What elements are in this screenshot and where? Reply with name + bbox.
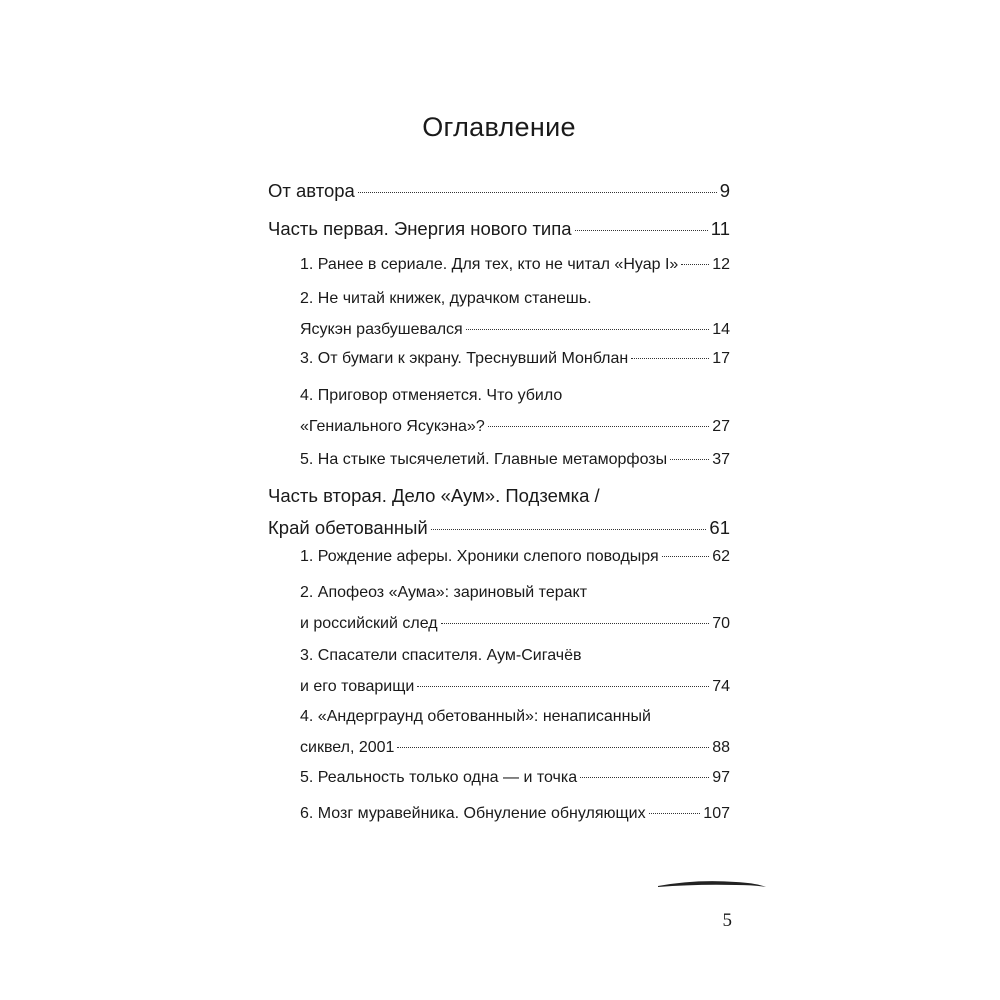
toc-entry-title-line1: 3. Спасатели спасителя. Аум-Сигачёв: [300, 647, 582, 664]
dot-leader: [441, 623, 710, 624]
dot-leader: [670, 459, 709, 460]
toc-entry-page: 14: [712, 321, 730, 338]
toc-entry-page: 17: [712, 350, 730, 367]
toc-entry-title: «Гениального Ясукэна»?: [300, 418, 485, 435]
toc-entry-page: 27: [712, 418, 730, 435]
toc-entry[interactable]: [268, 584, 730, 633]
toc-entry-title: Ясукэн разбушевался: [300, 321, 463, 338]
toc-entry[interactable]: [268, 387, 730, 436]
toc-entry-title: 3. От бумаги к экрану. Треснувший Монблан: [300, 350, 629, 367]
toc-entry[interactable]: [268, 647, 730, 696]
toc-entry-title-line1: 4. «Андерграунд обетованный»: ненаписанный: [300, 708, 651, 725]
dot-leader: [631, 358, 709, 359]
toc-entry-page: 88: [712, 739, 730, 756]
toc-entry[interactable]: [268, 180, 730, 202]
toc-entry[interactable]: [268, 350, 730, 368]
dot-leader: [466, 329, 709, 330]
toc-entry-page: 61: [709, 517, 730, 538]
toc-entry-title-line1: 2. Не читай книжек, дурачком станешь.: [300, 290, 592, 307]
toc-entry[interactable]: [268, 451, 730, 469]
dot-leader: [397, 747, 709, 748]
toc-entry-page: 11: [710, 218, 730, 239]
toc-entry-title: 1. Рождение аферы. Хроники слепого поводыря: [300, 548, 659, 565]
toc-entry[interactable]: [268, 708, 730, 757]
toc-entry[interactable]: [268, 485, 730, 539]
toc-entry-title-line1: Часть вторая. Дело «Аум». Подземка /: [268, 485, 600, 506]
toc-entry-page: 74: [712, 678, 730, 695]
toc-entry-title-line1: 4. Приговор отменяется. Что убило: [300, 387, 563, 404]
toc-entry-page: 37: [712, 451, 730, 468]
toc-entry-page: 70: [712, 615, 730, 632]
toc-entry-title: и российский след: [300, 615, 438, 632]
dot-leader: [417, 686, 709, 687]
toc-entry[interactable]: [268, 548, 730, 566]
toc-entry-title: Часть первая. Энергия нового типа: [268, 218, 572, 239]
toc-entry[interactable]: [268, 769, 730, 787]
toc-entry-title: 5. На стыке тысячелетий. Главные метаморфозы: [300, 451, 668, 468]
toc-entry-page: 62: [712, 548, 730, 565]
toc-entry[interactable]: [268, 805, 730, 823]
page-number: 5: [722, 910, 732, 931]
dot-leader: [431, 529, 707, 530]
toc-entry-title: и его товарищи: [300, 678, 415, 695]
page-title: Оглавление: [422, 112, 576, 142]
toc-entry[interactable]: [268, 218, 730, 240]
toc-entry-title: сиквел, 2001: [300, 739, 395, 756]
toc-entry-title: От автора: [268, 180, 355, 201]
toc-entry[interactable]: [268, 256, 730, 274]
toc-entry-title: 6. Мозг муравейника. Обнуление обнуляющих: [300, 805, 646, 822]
dot-leader: [662, 556, 710, 557]
toc-entry[interactable]: [268, 290, 730, 339]
toc-entry-title: 5. Реальность только одна — и точка: [300, 769, 578, 786]
dot-leader: [649, 813, 701, 814]
toc-entry-page: 12: [712, 256, 730, 273]
toc-entry-title-line1: 2. Апофеоз «Аума»: зариновый теракт: [300, 584, 588, 601]
dot-leader: [575, 230, 708, 231]
decorative-swash: [656, 876, 768, 894]
toc-entry-page: 97: [712, 769, 730, 786]
dot-leader: [580, 777, 709, 778]
dot-leader: [681, 264, 709, 265]
toc-entry-page: 9: [719, 180, 730, 201]
toc-entry-title: Край обетованный: [268, 517, 428, 538]
dot-leader: [488, 426, 709, 427]
dot-leader: [358, 192, 717, 193]
toc-entry-title: 1. Ранее в сериале. Для тех, кто не читал «Нуар I»: [300, 256, 679, 273]
toc-entry-page: 107: [703, 805, 730, 822]
